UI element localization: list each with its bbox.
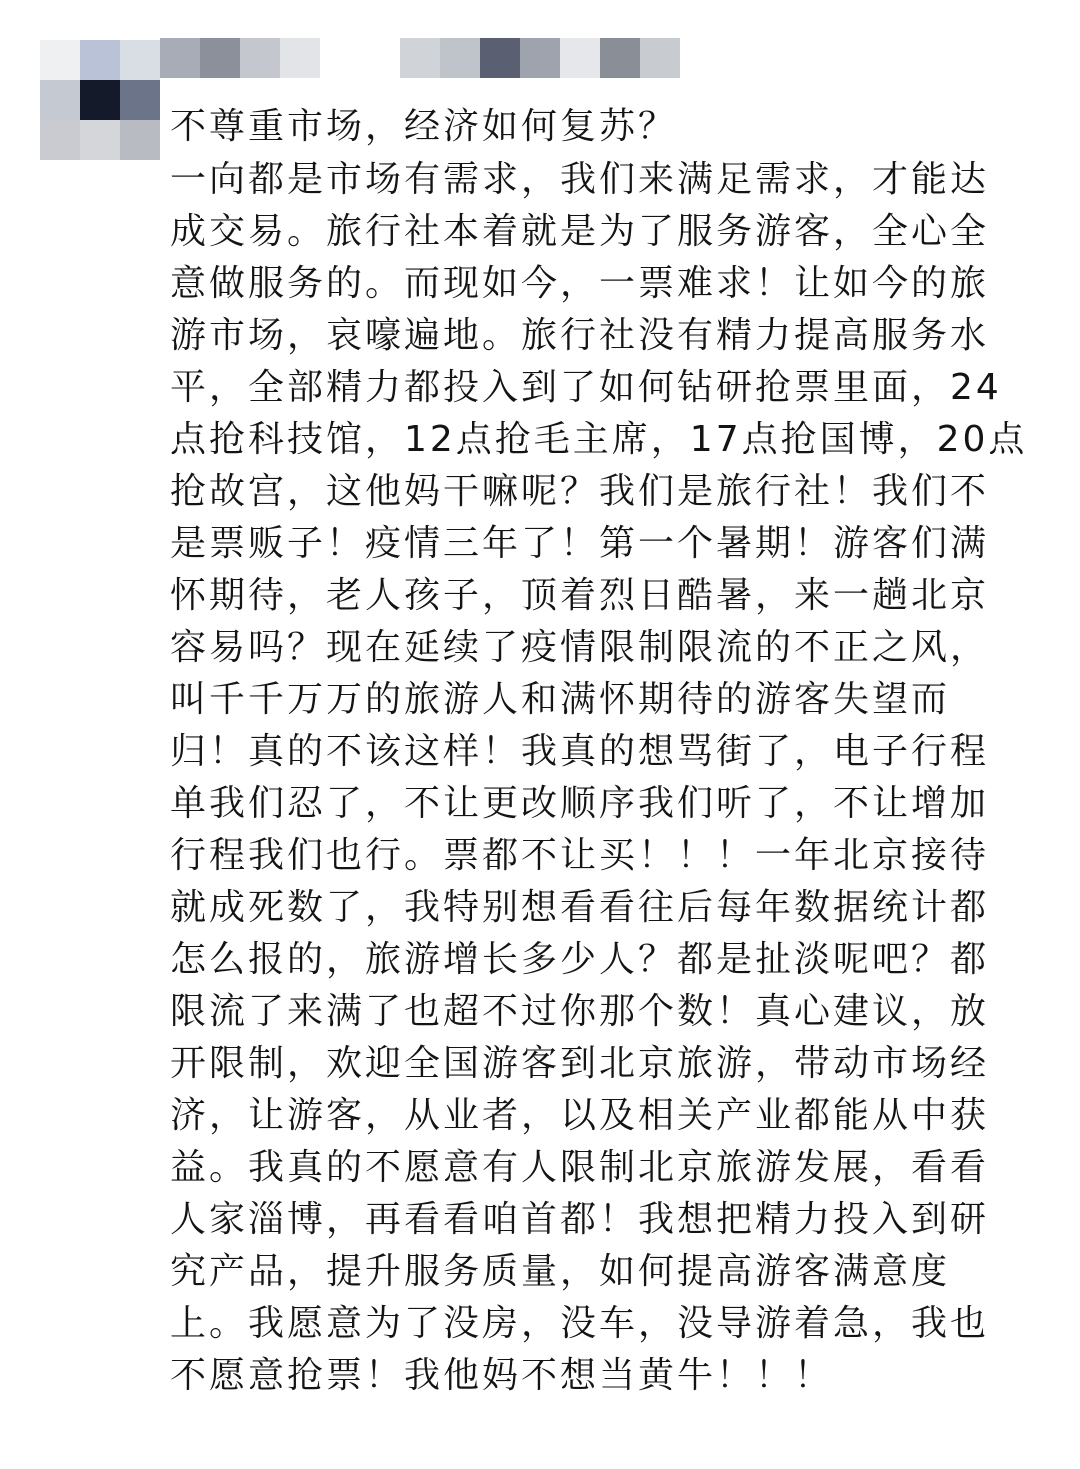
body-line: 济，让游客，从业者，以及相关产业都能从中获 bbox=[170, 1095, 990, 1136]
post-title: 不尊重市场，经济如何复苏？ bbox=[170, 106, 678, 147]
body-line: 就成死数了，我特别想看看往后每年数据统计都 bbox=[170, 887, 990, 928]
body-line: 点抢科技馆，12点抢毛主席，17点抢国博，20点 bbox=[170, 419, 1028, 460]
body-line: 怎么报的，旅游增长多少人？都是扯淡呢吧？都 bbox=[170, 939, 990, 980]
body-line: 一向都是市场有需求，我们来满足需求，才能达 bbox=[170, 159, 990, 200]
body-line: 是票贩子！疫情三年了！第一个暑期！游客们满 bbox=[170, 523, 990, 564]
body-line: 益。我真的不愿意有人限制北京旅游发展，看看 bbox=[170, 1147, 990, 1188]
body-line: 游市场，哀嚎遍地。旅行社没有精力提高服务水 bbox=[170, 315, 990, 356]
body-line: 单我们忍了，不让更改顺序我们听了，不让增加 bbox=[170, 783, 990, 824]
avatar[interactable] bbox=[40, 40, 160, 160]
username-mosaic[interactable] bbox=[160, 38, 320, 78]
post-content bbox=[170, 100, 1055, 1402]
body-line: 行程我们也行。票都不让买！！！一年北京接待 bbox=[170, 835, 990, 876]
body-line: 不愿意抢票！我他妈不想当黄牛！！！ bbox=[170, 1355, 834, 1396]
body-line: 叫千千万万的旅游人和满怀期待的游客失望而 bbox=[170, 679, 951, 720]
body-line: 平，全部精力都投入到了如何钻研抢票里面，24 bbox=[170, 367, 1002, 408]
body-line: 人家淄博，再看看咱首都！我想把精力投入到研 bbox=[170, 1199, 990, 1240]
body-line: 限流了来满了也超不过你那个数！真心建议，放 bbox=[170, 991, 990, 1032]
body-line: 上。我愿意为了没房，没车，没导游着急，我也 bbox=[170, 1303, 990, 1344]
username-mosaic-2 bbox=[400, 38, 680, 78]
body-line: 归！真的不该这样！我真的想骂街了，电子行程 bbox=[170, 731, 990, 772]
body-line: 开限制，欢迎全国游客到北京旅游，带动市场经 bbox=[170, 1043, 990, 1084]
post-body bbox=[170, 154, 1055, 1402]
body-line: 究产品，提升服务质量，如何提高游客满意度 bbox=[170, 1251, 951, 1292]
body-line: 怀期待，老人孩子，顶着烈日酷暑，来一趟北京 bbox=[170, 575, 990, 616]
body-line: 意做服务的。而现如今，一票难求！让如今的旅 bbox=[170, 263, 990, 304]
body-line: 成交易。旅行社本着就是为了服务游客，全心全 bbox=[170, 211, 990, 252]
body-line: 抢故宫，这他妈干嘛呢？我们是旅行社！我们不 bbox=[170, 471, 990, 512]
body-line: 容易吗？现在延续了疫情限制限流的不正之风， bbox=[170, 627, 990, 668]
